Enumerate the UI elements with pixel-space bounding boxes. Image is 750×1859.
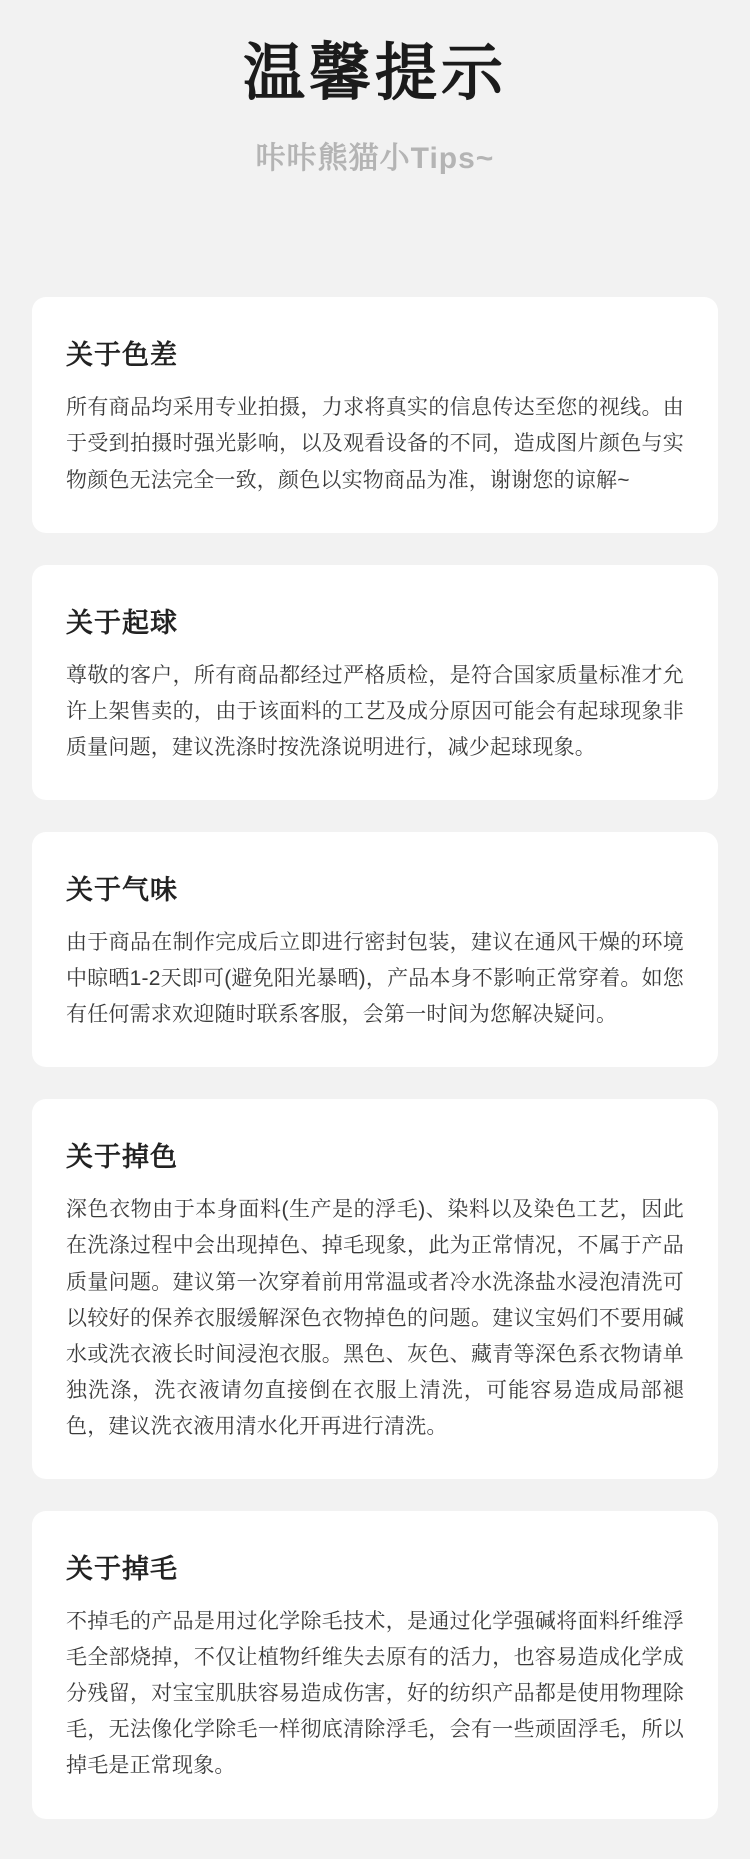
tip-card-title: 关于色差 [66,340,178,371]
tip-card-shedding [32,1511,718,1819]
tip-card-title: 关于气味 [66,874,178,905]
tip-card-pilling [32,565,718,800]
tips-card-list [0,297,750,1858]
tip-card-title: 关于掉毛 [66,1554,178,1585]
tip-card-odor [32,832,718,1067]
page-header [0,0,750,177]
tip-card-body: 尊敬的客户，所有商品都经过严格质检，是符合国家质量标准才允许上架售卖的，由于该面料的工艺及成分原因可能会有起球现象非质量问题，建议洗涤时按洗涤说明进行，减少起球现象。 [66,663,684,759]
tip-card-body: 所有商品均采用专业拍摄，力求将真实的信息传达至您的视线。由于受到拍摄时强光影响，以及观看设备的不同，造成图片颜色与实物颜色无法完全一致，颜色以实物商品为准，谢谢您的谅解~ [66,396,684,492]
tip-card-body: 深色衣物由于本身面料(生产是的浮毛)、染料以及染色工艺，因此在洗涤过程中会出现掉色、掉毛现象，此为正常情况，不属于产品质量问题。建议第一次穿着前用常温或者冷水洗涤盐水浸泡清洗可以较好的保养衣服缓解深色衣物掉色的问题。建议宝妈们不要用碱水或洗衣液长时间浸泡衣服。黑色、灰色、藏青等深色系衣物请单独洗涤，洗衣液请勿直接倒在衣服上清洗，可能容易造成局部褪色，建议洗衣液用清水化开再进行清洗。 [66,1198,684,1438]
tip-card-title: 关于起球 [66,607,178,638]
tip-card-color-difference [32,297,718,532]
tip-card-body: 由于商品在制作完成后立即进行密封包装，建议在通风干燥的环境中晾晒1-2天即可(避免阳光暴晒)，产品本身不影响正常穿着。如您有任何需求欢迎随时联系客服，会第一时间为您解决疑问。 [66,930,684,1027]
page-subtitle: 咔咔熊猫小Tips~ [255,142,495,176]
tip-card-body: 不掉毛的产品是用过化学除毛技术，是通过化学强碱将面料纤维浮毛全部烧掉，不仅让植物纤维失去原有的活力，也容易造成化学成分残留，对宝宝肌肤容易造成伤害，好的纺织产品都是使用物理除毛，无法像化学除毛一样彻底清除浮毛，会有一些顽固浮毛，所以掉毛是正常现象。 [66,1610,684,1778]
page-title: 温馨提示 [242,39,507,108]
tip-card-color-fading [32,1099,718,1479]
tip-card-title: 关于掉色 [66,1142,178,1173]
